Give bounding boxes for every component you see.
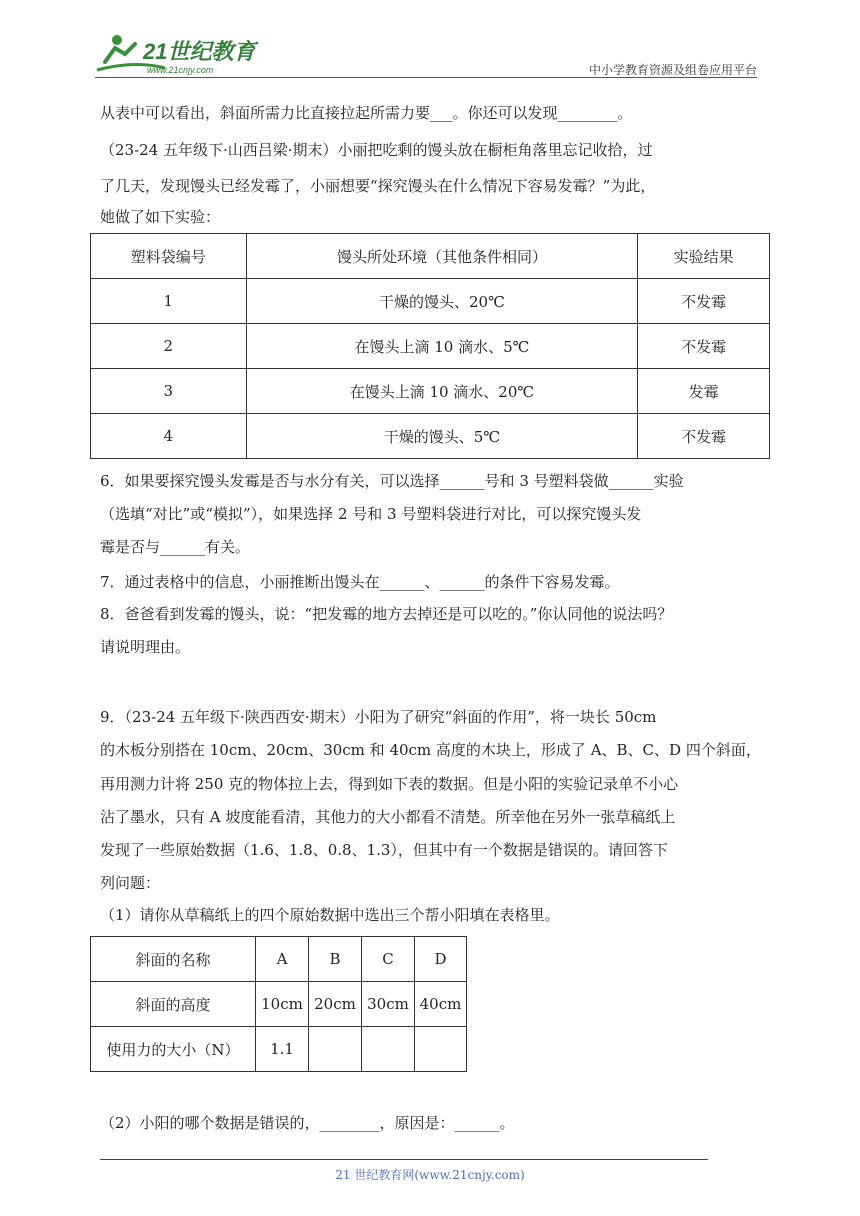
question-bread-line1: （23-24 五年级下·山西吕梁·期末）小丽把吃剩的馒头放在橱柜角落里忘记收拾，过 [100, 141, 653, 159]
header-divider [95, 77, 757, 78]
table-row [91, 279, 770, 324]
table-cell: 3 [91, 369, 247, 414]
question-6-line2: （选填“对比”或“模拟”），如果选择 2 号和 3 号塑料袋进行对比，可以探究馒头发 [100, 505, 642, 523]
table-cell: 干燥的馒头、20℃ [246, 279, 638, 324]
question-bread-line2: 了几天，发现馒头已经发霉了，小丽想要“探究馒头在什么情况下容易发霉？”为此， [100, 177, 656, 195]
table-cell: C [362, 937, 415, 982]
table-cell: 斜面的名称 [91, 937, 256, 982]
table-cell: B [309, 937, 362, 982]
question-9-sub1: （1）请你从草稿纸上的四个原始数据中选出三个帮小阳填在表格里。 [100, 906, 560, 924]
table-row [91, 324, 770, 369]
page-header [95, 30, 757, 80]
table-cell: 不发霉 [638, 414, 770, 459]
platform-name: 中小学教育资源及组卷应用平台 [588, 63, 757, 77]
table-cell: 1 [91, 279, 247, 324]
table-cell: 10cm [256, 982, 309, 1027]
question-9-line4: 沾了墨水，只有 A 坡度能看清，其他力的大小都看不清楚。所幸他在另外一张草稿纸上 [100, 808, 676, 826]
footer-divider [100, 1159, 708, 1160]
table-cell: 干燥的馒头、5℃ [246, 414, 638, 459]
table-row [91, 982, 467, 1027]
question-9-line5: 发现了一些原始数据（1.6、1.8、0.8、1.3），但其中有一个数据是错误的。请回答下 [100, 841, 668, 859]
footer-link[interactable]: 21 世纪教育网(www.21cnjy.com) [335, 1168, 525, 1182]
table-cell: 斜面的高度 [91, 982, 256, 1027]
table-cell [415, 1027, 467, 1072]
table-cell: A [256, 937, 309, 982]
question-9-sub2: （2）小阳的哪个数据是错误的，________，原因是：______。 [100, 1114, 515, 1132]
table-cell: 4 [91, 414, 247, 459]
table-cell: 在馒头上滴 10 滴水、20℃ [246, 369, 638, 414]
table-cell: 发霉 [638, 369, 770, 414]
slope-table [90, 936, 467, 1072]
svg-text:www.21cnjy.com: www.21cnjy.com [147, 65, 214, 75]
table-header-cell: 塑料袋编号 [91, 234, 247, 279]
table-row [91, 369, 770, 414]
table-cell: 1.1 [256, 1027, 309, 1072]
table-cell: 20cm [309, 982, 362, 1027]
table-row [91, 1027, 467, 1072]
table-cell: 不发霉 [638, 324, 770, 369]
question-9-line2: 的木板分别搭在 10cm、20cm、30cm 和 40cm 高度的木块上，形成了 A、B、C、D 四个斜面， [100, 741, 761, 759]
question-9-line6: 列问题： [100, 874, 161, 892]
table-cell: 40cm [415, 982, 467, 1027]
svg-text:21世纪教育: 21世纪教育 [143, 39, 256, 64]
question-8-line1: 8．爸爸看到发霉的馒头，说：“把发霉的地方去掉还是可以吃的。”你认同他的说法吗？ [100, 605, 673, 623]
question-6-line1: 6．如果要探究馒头发霉是否与水分有关，可以选择______号和 3 号塑料袋做______实验 [100, 472, 684, 490]
table-cell: 2 [91, 324, 247, 369]
table-cell: D [415, 937, 467, 982]
question-9-line3: 再用测力计将 250 克的物体拉上去，得到如下表的数据。但是小阳的实验记录单不小心 [100, 775, 679, 793]
table-cell: 在馒头上滴 10 滴水、5℃ [246, 324, 638, 369]
site-logo [95, 32, 265, 76]
table-header-cell: 实验结果 [638, 234, 770, 279]
intro-line: 从表中可以看出，斜面所需力比直接拉起所需力要___。你还可以发现________。 [100, 104, 633, 122]
question-6-line3: 霉是否与______有关。 [100, 538, 251, 556]
question-bread-line3: 她做了如下实验： [100, 208, 221, 226]
table-cell: 不发霉 [638, 279, 770, 324]
question-8-line2: 请说明理由。 [100, 638, 191, 656]
bread-experiment-table [90, 233, 770, 459]
table-cell: 30cm [362, 982, 415, 1027]
table-cell [309, 1027, 362, 1072]
table-header-row [91, 234, 770, 279]
question-7: 7．通过表格中的信息，小丽推断出馒头在______、______的条件下容易发霉。 [100, 573, 620, 591]
table-row [91, 937, 467, 982]
table-cell [362, 1027, 415, 1072]
table-cell: 使用力的大小（N） [91, 1027, 256, 1072]
table-row [91, 414, 770, 459]
table-header-cell: 馒头所处环境（其他条件相同） [246, 234, 638, 279]
question-9-line1: 9．（23-24 五年级下·陕西西安·期末）小阳为了研究“斜面的作用”，将一块长 50cm [100, 708, 657, 726]
